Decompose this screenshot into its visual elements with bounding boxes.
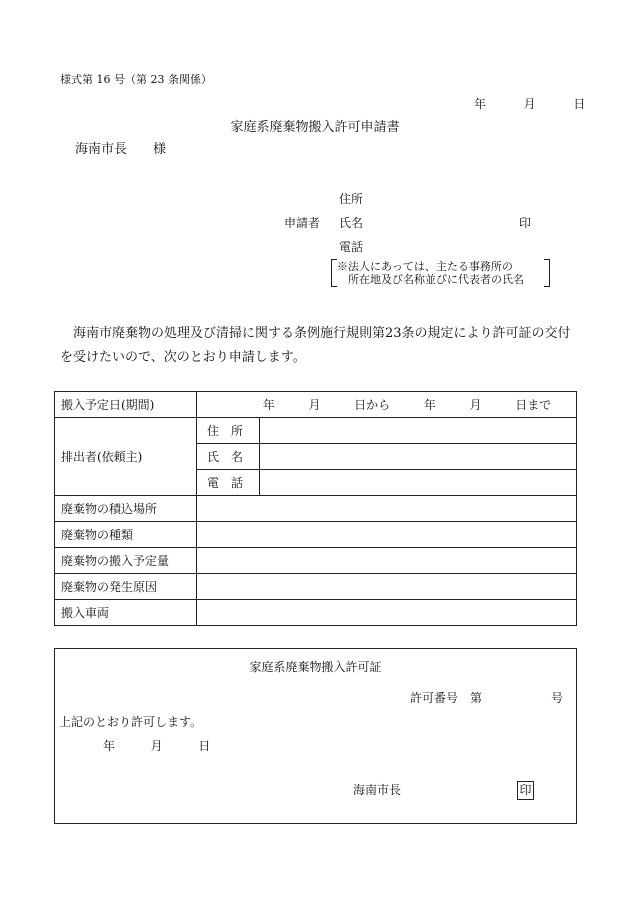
waste-type-label: 廃棄物の種類 [55, 522, 197, 548]
bracket-right [544, 259, 550, 287]
permit-number-label: 許可番号 第 [410, 691, 483, 705]
application-statement: 海南市廃棄物の処理及び清掃に関する条例施行規則第23条の規定により許可証の交付を受けたいので、次のとおり申請します。 [60, 326, 571, 365]
applicant-seal: 印 [519, 216, 532, 230]
emitter-name-label: 氏名 [197, 444, 260, 470]
period-month-to: 月 [469, 398, 482, 412]
period-year-to: 年 [423, 398, 436, 412]
planned-amount-field[interactable] [197, 548, 577, 574]
applicant-label: 申請者 [284, 216, 321, 230]
document-title: 家庭系廃棄物搬入許可申請書 [230, 120, 400, 135]
permit-date-month: 月 [150, 739, 163, 753]
date-day: 日 [573, 97, 586, 111]
waste-type-field[interactable] [197, 522, 577, 548]
waste-cause-field[interactable] [197, 574, 577, 600]
applicant-address-label: 住所 [339, 192, 364, 206]
permit-date-year: 年 [103, 739, 116, 753]
emitter-label: 排出者(依頼主) [55, 418, 197, 496]
emitter-address-field[interactable] [260, 418, 577, 444]
table-row [55, 548, 577, 574]
permit-statement: 上記のとおり許可します。 [59, 715, 203, 729]
loading-place-label: 廃棄物の積込場所 [55, 496, 197, 522]
vehicle-field[interactable] [197, 600, 577, 626]
permit-mayor: 海南市長 [353, 783, 402, 797]
emitter-phone-field[interactable] [260, 470, 577, 496]
table-row [55, 600, 577, 626]
period-from: 日から [354, 398, 391, 412]
corporation-note [331, 259, 550, 287]
permit-date-day: 日 [198, 739, 211, 753]
note-line-1: ※法人にあっては、主たる事務所の [337, 260, 513, 273]
note-line-2: 所在地及び名称並びに代表者の氏名 [348, 273, 524, 286]
period-to: 日まで [515, 398, 552, 412]
permit-seal: 印 [517, 781, 534, 800]
period-field[interactable] [197, 392, 577, 418]
period-label: 搬入予定日(期間) [55, 392, 197, 418]
form-number: 様式第 16 号（第 23 条関係） [60, 73, 212, 86]
permit-date [103, 740, 210, 752]
table-row [55, 496, 577, 522]
vehicle-label: 搬入車両 [55, 600, 197, 626]
date-year: 年 [474, 97, 487, 111]
waste-cause-label: 廃棄物の発生原因 [55, 574, 197, 600]
application-table [54, 391, 577, 626]
permit-box [54, 648, 577, 824]
emitter-name-field[interactable] [260, 444, 577, 470]
planned-amount-label: 廃棄物の搬入予定量 [55, 548, 197, 574]
table-row [55, 418, 577, 444]
application-date [474, 98, 585, 110]
addressee: 海南市長 様 [75, 142, 167, 157]
applicant-name-label: 氏名 [339, 216, 364, 230]
loading-place-field[interactable] [197, 496, 577, 522]
permit-number-suffix: 号 [551, 691, 564, 705]
emitter-phone-label: 電話 [197, 470, 260, 496]
applicant-phone-label: 電話 [339, 240, 364, 254]
period-year-from: 年 [262, 398, 275, 412]
table-row [55, 522, 577, 548]
table-row [55, 392, 577, 418]
permit-title: 家庭系廃棄物搬入許可証 [249, 660, 382, 674]
date-month: 月 [523, 97, 536, 111]
period-month-from: 月 [308, 398, 321, 412]
table-row [55, 574, 577, 600]
emitter-address-label: 住所 [197, 418, 260, 444]
